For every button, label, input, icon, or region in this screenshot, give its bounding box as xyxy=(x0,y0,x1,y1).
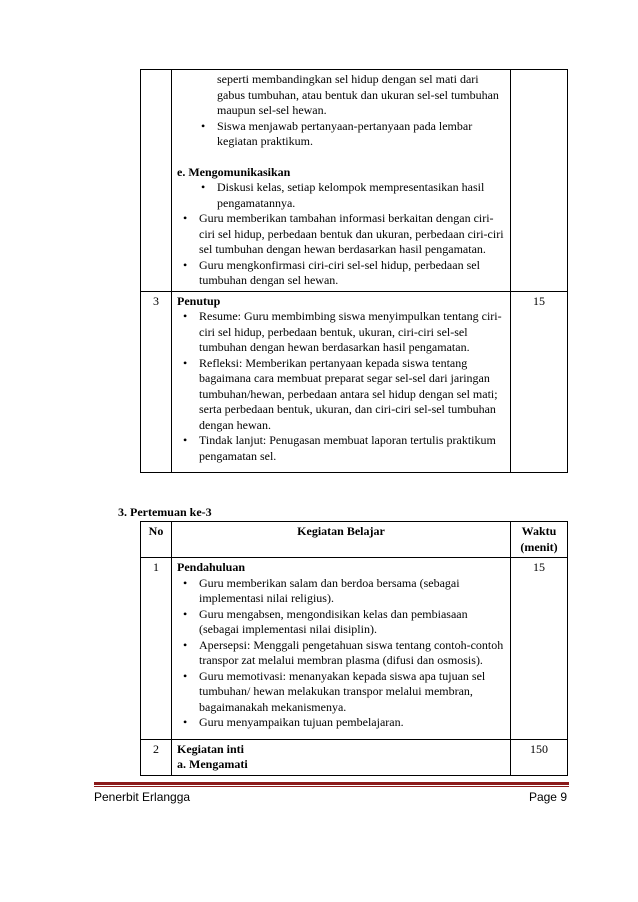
footer-page-number: Page 9 xyxy=(528,790,567,804)
row-title: Kegiatan inti xyxy=(177,741,245,756)
table-row xyxy=(141,558,568,740)
continuation-text: seperti membandingkan sel hidup dengan sel mati dari gabus tumbuhan, atau bentuk dan ukuran sel-sel tumbuhan maupun sel-sel hewan. xyxy=(217,72,499,117)
list-item: • Guru memberikan tambahan informasi berkaitan dengan ciri-ciri sel hidup, perbedaan bentuk dan ukuran, perbedaan ciri-ciri sel tumbuhan dengan hewan berdasarkan hasil pengamatan. xyxy=(177,211,505,258)
activity-cell xyxy=(172,291,511,473)
bullet-list xyxy=(177,119,505,150)
footer-rule xyxy=(94,782,569,785)
spacer xyxy=(177,150,505,165)
no-cell xyxy=(141,70,172,292)
bullet-list xyxy=(177,180,505,211)
footer-publisher: Penerbit Erlangga xyxy=(94,790,191,804)
list-item: • Guru mengabsen, mengondisikan kelas dan pembiasaan (sebagai implementasi nilai disiplin). xyxy=(177,607,505,638)
time-cell: 15 xyxy=(511,558,568,740)
table-row xyxy=(141,739,568,775)
activity-cell xyxy=(172,70,511,292)
time-cell xyxy=(511,70,568,292)
time-cell: 15 xyxy=(511,291,568,473)
column-header-no: No xyxy=(141,522,172,558)
activity-cell xyxy=(172,739,511,775)
list-item: • Guru menyampaikan tujuan pembelajaran. xyxy=(177,715,505,731)
list-item: • Guru mengkonfirmasi ciri-ciri sel-sel hidup, perbedaan sel tumbuhan dengan sel hewan. xyxy=(177,258,505,289)
table-row xyxy=(141,70,568,292)
time-cell: 150 xyxy=(511,739,568,775)
no-cell: 2 xyxy=(141,739,172,775)
list-item: • Tindak lanjut: Penugasan membuat laporan tertulis praktikum pengamatan sel. xyxy=(177,433,505,464)
bullet-list xyxy=(177,576,505,731)
list-item: • Guru memotivasi: menanyakan kepada siswa apa tujuan sel tumbuhan/ hewan melakukan transpor melalui membran, bagaimanakah mekanismenya. xyxy=(177,669,505,716)
list-item: • Diskusi kelas, setiap kelompok mempresentasikan hasil pengamatannya. xyxy=(195,180,505,211)
list-item: • Resume: Guru membimbing siswa menyimpulkan tentang ciri-ciri sel hidup, perbedaan bentuk, ukuran, ciri-ciri sel-sel tumbuhan dengan hewan berdasarkan hasil pengamatan. xyxy=(177,309,505,356)
no-cell: 3 xyxy=(141,291,172,473)
footer-rule-thin xyxy=(94,786,569,787)
list-item: • Guru memberikan salam dan berdoa bersama (sebagai implementasi nilai religius). xyxy=(177,576,505,607)
activity-cell xyxy=(172,558,511,740)
step-heading: e. Mengomunikasikan xyxy=(177,164,291,179)
lesson-table-continued xyxy=(140,69,568,473)
column-header-activity: Kegiatan Belajar xyxy=(172,522,511,558)
column-header-time: Waktu (menit) xyxy=(511,522,568,558)
bullet-list xyxy=(177,309,505,464)
section-heading: 3. Pertemuan ke-3 xyxy=(118,505,212,519)
table-header-row xyxy=(141,522,568,558)
list-item: • Siswa menjawab pertanyaan-pertanyaan pada lembar kegiatan praktikum. xyxy=(195,119,505,150)
bullet-list xyxy=(177,211,505,289)
row-title: Penutup xyxy=(177,293,221,308)
lesson-table xyxy=(140,521,568,776)
list-item: • Refleksi: Memberikan pertanyaan kepada siswa tentang bagaimana cara membuat preparat segar sel-sel dari jaringan tumbuhan/hewan, perbedaan antara sel hidup dengan sel mati; serta perbedaan bentuk, ukuran, dan ciri-ciri sel-sel tumbuhan dengan hewan. xyxy=(177,356,505,434)
table-row xyxy=(141,291,568,473)
step-heading: a. Mengamati xyxy=(177,757,248,771)
row-title: Pendahuluan xyxy=(177,560,246,574)
no-cell: 1 xyxy=(141,558,172,740)
list-item: • Apersepsi: Menggali pengetahuan siswa tentang contoh-contoh transpor zat melalui membran plasma (difusi dan osmosis). xyxy=(177,638,505,669)
